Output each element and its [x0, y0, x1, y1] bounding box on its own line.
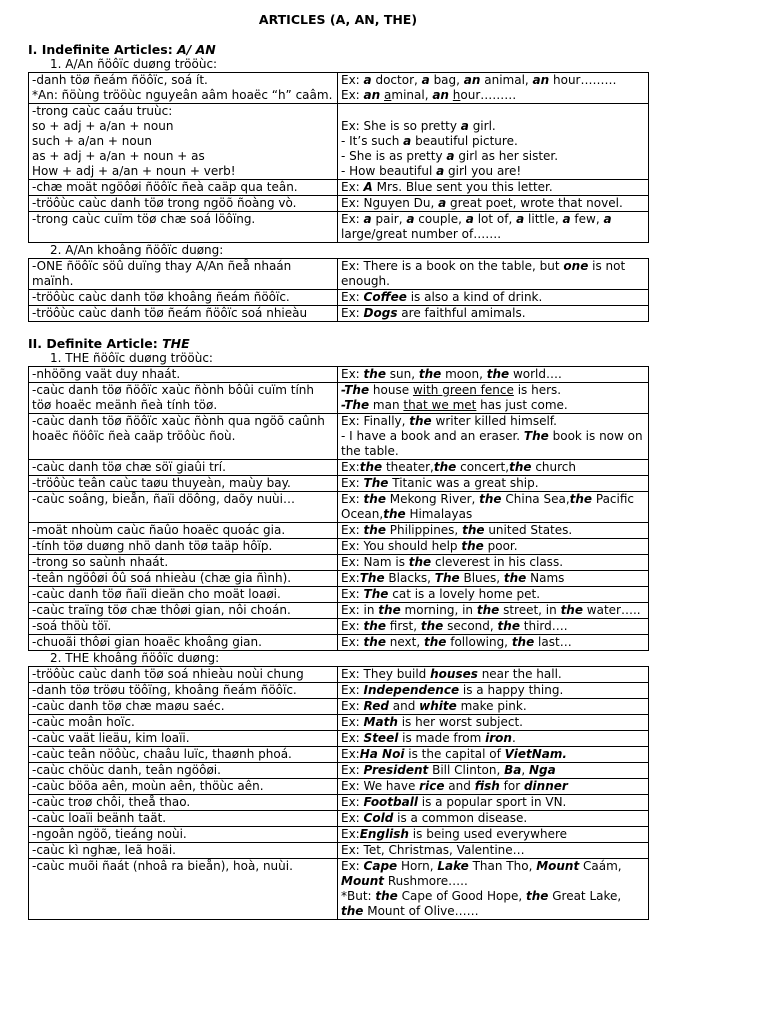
table-row [29, 523, 649, 539]
usage-rule-cell: -tröôùc caùc danh töø ñeám ñöôïc soá nhieàu [29, 306, 338, 322]
page-title: ARTICLES (A, AN, THE) [258, 12, 418, 27]
usage-rule-cell: -caùc soâng, bieån, ñaïi döông, daõy nuùi… [29, 492, 338, 523]
example-cell: Ex:Ha Noi is the capital of VietNam. [338, 747, 649, 763]
table-row [29, 539, 649, 555]
example-cell: Ex: Football is a popular sport in VN. [338, 795, 649, 811]
table-row [29, 460, 649, 476]
usage-rule-cell: -caùc danh töø chæ maøu saéc. [29, 699, 338, 715]
usage-rule-cell: -moät nhoùm caùc ñaûo hoaëc quoác gia. [29, 523, 338, 539]
table-row [29, 587, 649, 603]
example-cell: Ex: the next, the following, the last… [338, 635, 649, 651]
example-cell: Ex: Coffee is also a kind of drink. [338, 290, 649, 306]
usage-rule-cell: -chæ moät ngöôøi ñöôïc ñeà caäp qua teân. [29, 180, 338, 196]
table-row [29, 795, 649, 811]
section-heading-definite: II. Definite Article: THE [28, 336, 190, 351]
usage-rule-cell: -tröôùc caùc danh töø soá nhieàu noùi chung [29, 667, 338, 683]
example-cell: Ex: the first, the second, the third…. [338, 619, 649, 635]
table-row [29, 715, 649, 731]
example-cell: Ex: Independence is a happy thing. [338, 683, 649, 699]
usage-rule-cell: -caùc danh töø ñöôïc xaùc ñònh qua ngöõ caûnh hoaëc ñöôïc ñeà caäp tröôùc ñoù. [29, 414, 338, 460]
example-cell: Ex: the Mekong River, the China Sea,the Pacific Ocean,the Himalayas [338, 492, 649, 523]
section-heading-indefinite: I. Indefinite Articles: A/ AN [28, 42, 216, 57]
usage-rule-cell: -trong caùc caáu truùc: so + adj + a/an + noun such + a/an + noun as + adj + a/an + noun + as How + adj + a/an + noun + verb! [29, 104, 338, 180]
usage-rule-cell: -caùc danh töø chæ söï giaûi trí. [29, 460, 338, 476]
usage-rule-cell: -caùc muõi ñaát (nhoâ ra bieån), hoà, nuùi. [29, 859, 338, 920]
table-row [29, 196, 649, 212]
example-cell: Ex:the theater,the concert,the church [338, 460, 649, 476]
example-cell: Ex: There is a book on the table, but one is not enough. [338, 259, 649, 290]
example-cell: Ex: a doctor, a bag, an animal, an hour……… Ex: an aminal, an hour……… [338, 73, 649, 104]
example-cell: Ex: Cape Horn, Lake Than Tho, Mount Caám, Mount Rushmore….. *But: the Cape of Good Hope, the Great Lake, the Mount of Olive…… [338, 859, 649, 920]
usage-rule-cell: -tính töø duøng nhö danh töø taäp hôïp. [29, 539, 338, 555]
usage-rule-cell: -caùc danh töø ñöôïc xaùc ñònh bôûi cuïm tính töø hoaëc meänh ñeà tính töø. [29, 383, 338, 414]
table-row [29, 383, 649, 414]
table-row [29, 683, 649, 699]
example-cell: Ex: Cold is a common disease. [338, 811, 649, 827]
table-row [29, 619, 649, 635]
usage-rule-cell: -danh töø tröøu töôïng, khoâng ñeám ñöôïc. [29, 683, 338, 699]
example-cell: Ex: a pair, a couple, a lot of, a little, a few, a large/great number of……. [338, 212, 649, 243]
table-row [29, 571, 649, 587]
table-row [29, 555, 649, 571]
usage-rule-cell: -chuoãi thôøi gian hoaëc khoâng gian. [29, 635, 338, 651]
usage-rule-cell: -caùc loaïi beänh taät. [29, 811, 338, 827]
example-cell: Ex: A Mrs. Blue sent you this letter. [338, 180, 649, 196]
usage-rule-cell: -nhöõng vaät duy nhaát. [29, 367, 338, 383]
usage-rule-cell: -caùc moân hoïc. [29, 715, 338, 731]
table-a-an-used [28, 72, 649, 243]
usage-rule-cell: -caùc böõa aên, moùn aên, thöùc aên. [29, 779, 338, 795]
table-row [29, 180, 649, 196]
table-a-an-not-used [28, 258, 649, 322]
usage-rule-cell: -caùc kì nghæ, leã hoäi. [29, 843, 338, 859]
table-row [29, 73, 649, 104]
example-cell: Ex: She is so pretty a girl. - It’s such a beautiful picture. - She is as pretty a girl as her sister. - How beautiful a girl you are! [338, 104, 649, 180]
table-row [29, 859, 649, 920]
usage-rule-cell: -teân ngöôøi ôû soá nhieàu (chæ gia ñình). [29, 571, 338, 587]
table-row [29, 259, 649, 290]
usage-rule-cell: -tröôùc caùc danh töø khoâng ñeám ñöôïc. [29, 290, 338, 306]
usage-rule-cell: -tröôùc teân caùc taøu thuyeàn, maùy bay. [29, 476, 338, 492]
table-row [29, 731, 649, 747]
example-cell: Ex: Nam is the cleverest in his class. [338, 555, 649, 571]
subheading-a-an-used: 1. A/An ñöôïc duøng trööùc: [50, 57, 218, 71]
example-cell: Ex: We have rice and fish for dinner [338, 779, 649, 795]
example-cell: Ex: Dogs are faithful amimals. [338, 306, 649, 322]
usage-rule-cell: -caùc chöùc danh, teân ngöôøi. [29, 763, 338, 779]
table-row [29, 811, 649, 827]
example-cell: Ex: the Philippines, the united States. [338, 523, 649, 539]
table-row [29, 635, 649, 651]
table-row [29, 779, 649, 795]
usage-rule-cell: -caùc vaät lieäu, kim loaïi. [29, 731, 338, 747]
example-cell: Ex: Steel is made from iron. [338, 731, 649, 747]
table-row [29, 603, 649, 619]
example-cell: Ex: the sun, the moon, the world…. [338, 367, 649, 383]
example-cell: Ex: The Titanic was a great ship. [338, 476, 649, 492]
example-cell: Ex:English is being used everywhere [338, 827, 649, 843]
subheading-a-an-not-used: 2. A/An khoâng ñöôïc duøng: [50, 243, 224, 257]
usage-rule-cell: -tröôùc caùc danh töø trong ngöõ ñoàng vò. [29, 196, 338, 212]
example-cell: Ex: The cat is a lovely home pet. [338, 587, 649, 603]
usage-rule-cell: -trong caùc cuïm töø chæ soá löôïng. [29, 212, 338, 243]
table-row [29, 414, 649, 460]
table-the-used [28, 366, 649, 651]
usage-rule-cell: -ONE ñöôïc söû duïng thay A/An ñeå nhaán maïnh. [29, 259, 338, 290]
table-row [29, 476, 649, 492]
usage-rule-cell: -caùc troø chôi, theå thao. [29, 795, 338, 811]
table-row [29, 763, 649, 779]
subheading-the-not-used: 2. THE khoâng ñöôïc duøng: [50, 651, 220, 665]
table-row [29, 747, 649, 763]
table-row [29, 290, 649, 306]
usage-rule-cell: -caùc teân nöôùc, chaâu luïc, thaønh phoá. [29, 747, 338, 763]
example-cell: Ex: You should help the poor. [338, 539, 649, 555]
table-row [29, 843, 649, 859]
table-the-not-used [28, 666, 649, 920]
example-cell: Ex: Finally, the writer killed himself. - I have a book and an eraser. The book is now on the table. [338, 414, 649, 460]
example-cell: Ex: Red and white make pink. [338, 699, 649, 715]
usage-rule-cell: -caùc danh töø ñaïi dieän cho moät loaøi. [29, 587, 338, 603]
usage-rule-cell: -ngoân ngöõ, tieáng noùi. [29, 827, 338, 843]
example-cell: -The house with green fence is hers. -The man that we met has just come. [338, 383, 649, 414]
table-row [29, 492, 649, 523]
document-page [28, 12, 648, 920]
example-cell: Ex: They build houses near the hall. [338, 667, 649, 683]
usage-rule-cell: -trong so saùnh nhaát. [29, 555, 338, 571]
example-cell: Ex: President Bill Clinton, Ba, Nga [338, 763, 649, 779]
table-row [29, 104, 649, 180]
example-cell: Ex: Math is her worst subject. [338, 715, 649, 731]
example-cell: Ex:The Blacks, The Blues, the Nams [338, 571, 649, 587]
subheading-the-used: 1. THE ñöôïc duøng trööùc: [50, 351, 213, 365]
table-row [29, 699, 649, 715]
usage-rule-cell: -caùc traïng töø chæ thôøi gian, nôi choán. [29, 603, 338, 619]
example-cell: Ex: Tet, Christmas, Valentine… [338, 843, 649, 859]
table-row [29, 367, 649, 383]
usage-rule-cell: -danh töø ñeám ñöôïc, soá ít. *An: ñöùng trööùc nguyeân aâm hoaëc “h” caâm. [29, 73, 338, 104]
example-cell: Ex: Nguyen Du, a great poet, wrote that novel. [338, 196, 649, 212]
table-row [29, 212, 649, 243]
table-row [29, 827, 649, 843]
usage-rule-cell: -soá thöù töï. [29, 619, 338, 635]
table-row [29, 667, 649, 683]
example-cell: Ex: in the morning, in the street, in the water….. [338, 603, 649, 619]
spacer [28, 322, 648, 336]
table-row [29, 306, 649, 322]
